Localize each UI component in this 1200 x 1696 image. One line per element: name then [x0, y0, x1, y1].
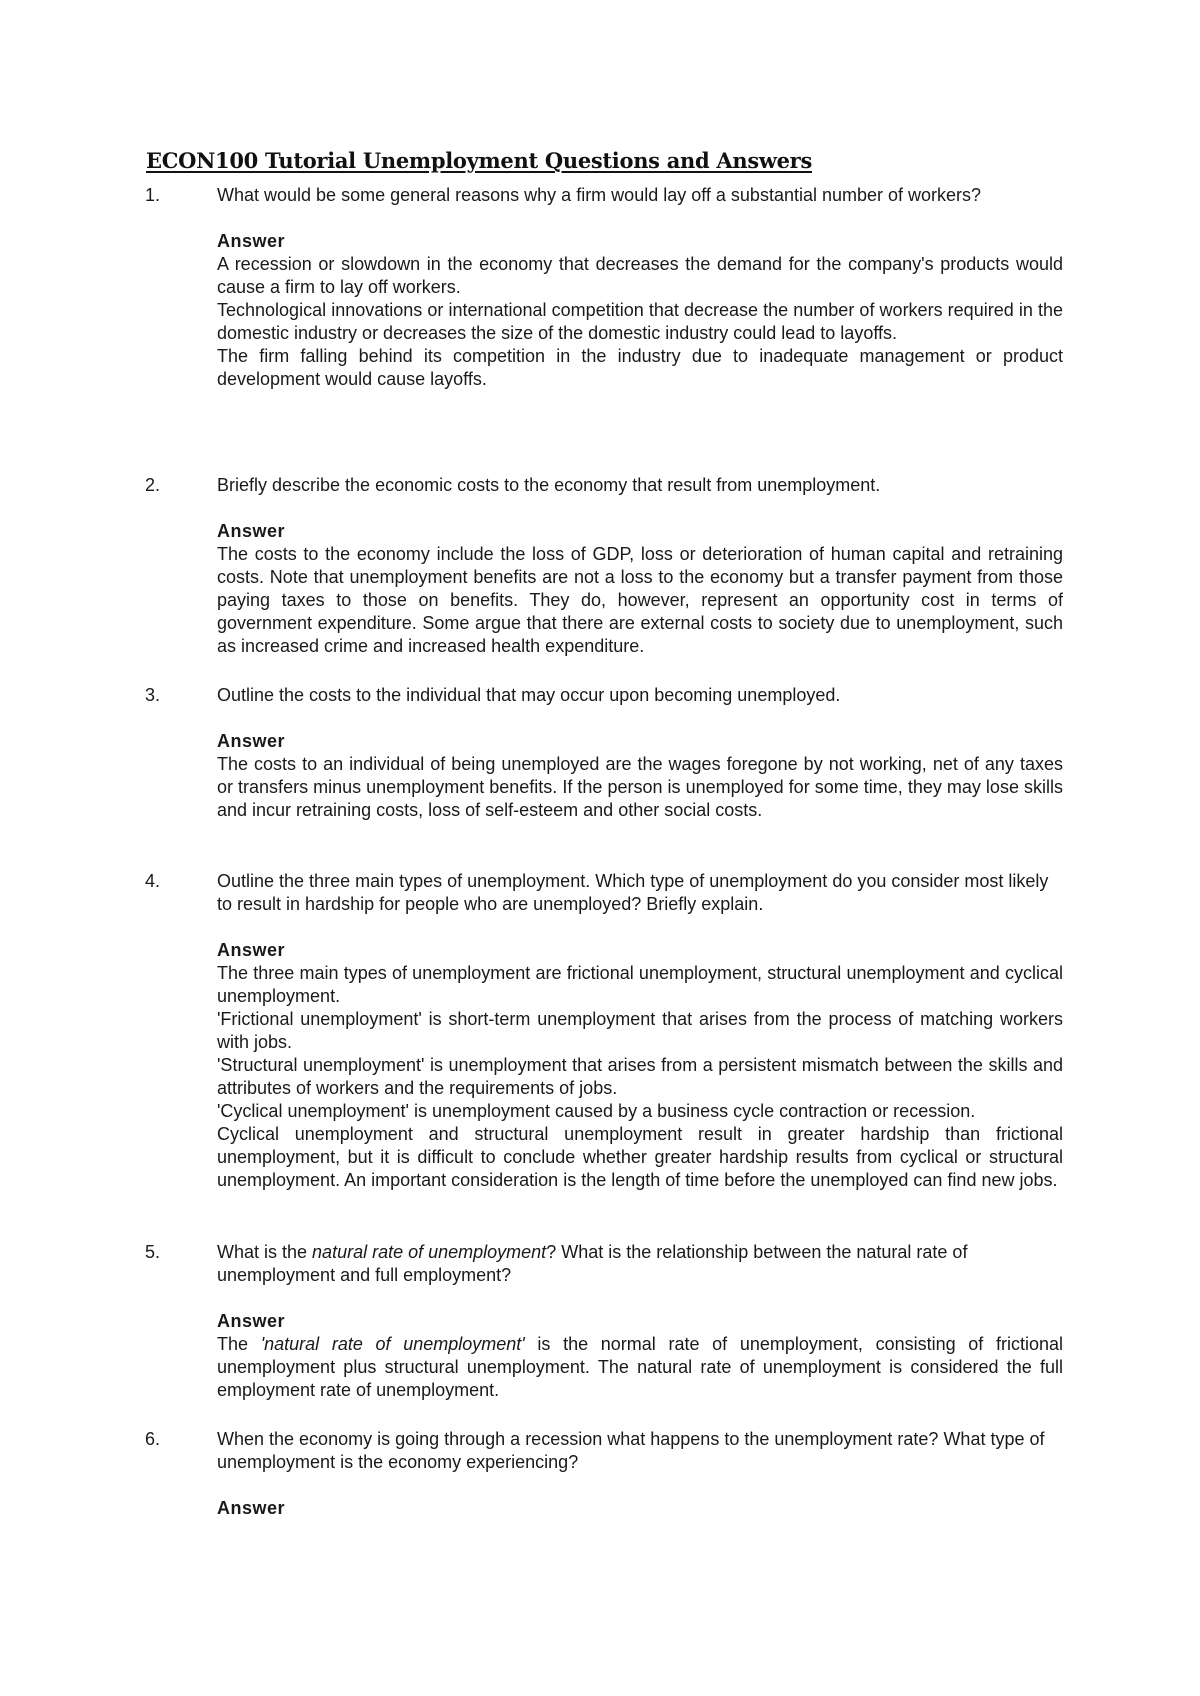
question-text-end: ? What is the relationship between the natural rate of unemployment and full employment?: [217, 1242, 968, 1285]
question-number: 2.: [145, 475, 161, 495]
question-text-start: What is the: [217, 1242, 313, 1262]
question-text: Outline the three main types of unemployment. Which type of unemployment do you consider most likely to result in hardship for people who are unemployed? Briefly explain.: [217, 871, 1049, 914]
answer-label: Answer: [217, 1498, 286, 1518]
question-term: natural rate of unemployment: [312, 1242, 547, 1262]
answer-paragraph: The firm falling behind its competition in the industry due to inadequate management or product development would cause layoffs.: [217, 346, 1063, 389]
question-number: 6.: [145, 1429, 161, 1449]
answer-label: Answer: [217, 731, 286, 751]
answer-paragraph: The costs to an individual of being unemployed are the wages foregone by not working, net of any taxes or transfers minus unemployment benefits. If the person is unemployed for some time, they may lose skills and incur retraining costs, loss of self-esteem and other social costs.: [217, 754, 1063, 820]
answer-text-end: is the normal rate of unemployment, consisting of frictional unemployment plus structural unemployment. The natural rate of unemployment is considered the full employment rate of unemployment.: [217, 1334, 1063, 1400]
answer-term: 'natural rate of unemployment': [260, 1334, 525, 1354]
answer-paragraph: [217, 1333, 1063, 1402]
answer-paragraph: The three main types of unemployment are frictional unemployment, structural unemployment and cyclical unemployment.: [217, 963, 1063, 1006]
answer-text-start: The: [217, 1334, 261, 1354]
question-text: Briefly describe the economic costs to the economy that result from unemployment.: [217, 475, 881, 495]
question-text: [217, 1241, 1063, 1287]
answer-paragraph: Cyclical unemployment and structural unemployment result in greater hardship than frictional unemployment, but it is difficult to conclude whether greater hardship results from cyclical or structural unemployment. An important consideration is the length of time before the unemployed can find new jobs.: [217, 1124, 1063, 1190]
answer-paragraph: The costs to the economy include the loss of GDP, loss or deterioration of human capital and retraining costs. Note that unemployment benefits are not a loss to the economy but a transfer payment from those paying taxes to those on benefits. They do, however, represent an opportunity cost in terms of government expenditure. Some argue that there are external costs to society due to unemployment, such as increased crime and increased health expenditure.: [217, 544, 1063, 656]
answer-paragraph: 'Cyclical unemployment' is unemployment caused by a business cycle contraction or recession.: [217, 1101, 976, 1121]
answer-label: Answer: [217, 231, 286, 251]
question-number: 5.: [145, 1242, 161, 1262]
answer-paragraph: 'Structural unemployment' is unemployment that arises from a persistent mismatch between the skills and attributes of workers and the requirements of jobs.: [217, 1055, 1063, 1098]
answer-paragraph: Technological innovations or international competition that decrease the number of workers required in the domestic industry or decreases the size of the domestic industry could lead to layoffs.: [217, 300, 1063, 343]
answer-label: Answer: [217, 1311, 286, 1331]
document-title: ECON100 Tutorial Unemployment Questions and Answers: [146, 148, 812, 173]
question-text: What would be some general reasons why a firm would lay off a substantial number of workers?: [217, 185, 982, 205]
question-number: 1.: [145, 185, 161, 205]
answer-label: Answer: [217, 521, 286, 541]
answer-paragraph: A recession or slowdown in the economy that decreases the demand for the company's products would cause a firm to lay off workers.: [217, 254, 1063, 297]
question-text: When the economy is going through a recession what happens to the unemployment rate? What type of unemployment is the economy experiencing?: [217, 1429, 1045, 1472]
question-text: Outline the costs to the individual that may occur upon becoming unemployed.: [217, 685, 841, 705]
answer-paragraph: 'Frictional unemployment' is short-term unemployment that arises from the process of matching workers with jobs.: [217, 1009, 1063, 1052]
question-number: 3.: [145, 685, 161, 705]
question-number: 4.: [145, 871, 161, 891]
answer-label: Answer: [217, 940, 286, 960]
